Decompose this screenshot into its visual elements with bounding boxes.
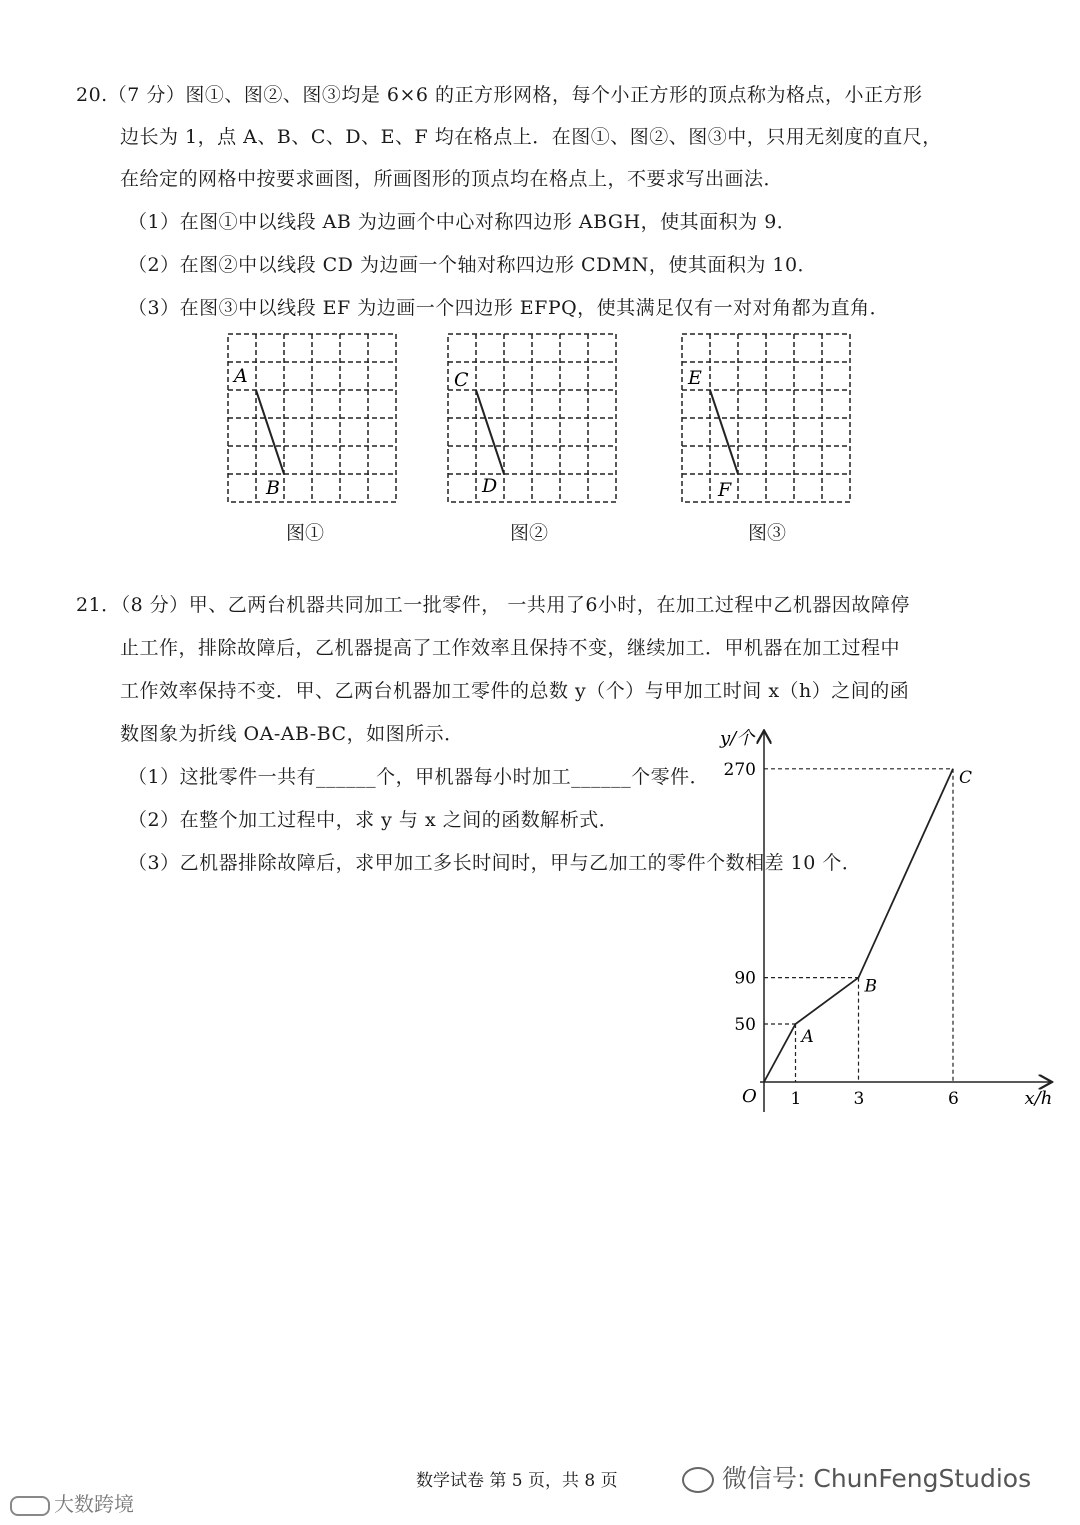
q20-line-2: 边长为 1，点 A、B、C、D、E、F 均在格点上．在图①、图②、图③中，只用无刻度的直尺， — [120, 126, 942, 148]
segment-cd — [476, 390, 504, 474]
x-tick-label-1: 3 — [853, 1089, 865, 1109]
point-e-label: E — [688, 367, 702, 389]
wechat-icon — [682, 1467, 714, 1493]
point-label-a: A — [801, 1027, 814, 1047]
q20-sub-1: （1）在图①中以线段 AB 为边画个中心对称四边形 ABGH，使其面积为 9． — [128, 211, 797, 233]
page-footer: 数学试卷 第 5 页，共 8 页 — [416, 1471, 618, 1491]
x-axis-label: x/h — [1024, 1088, 1053, 1109]
x-tick-label-2: 6 — [948, 1089, 959, 1109]
q20-line-1: 20.（7 分）图①、图②、图③均是 6×6 的正方形网格，每个小正方形的顶点称为格点，小正方形 — [76, 84, 923, 106]
origin-label: O — [742, 1086, 757, 1107]
q21-sub-1: （1）这批零件一共有______个，甲机器每小时加工______个零件． — [128, 766, 710, 788]
logo-text: 大数跨境 — [54, 1492, 134, 1516]
q21-line-3: 工作效率保持不变．甲、乙两台机器加工零件的总数 y（个）与甲加工时间 x（h）之间的函 — [120, 680, 910, 702]
q21-line-4: 数图象为折线 OA-AB-BC，如图所示． — [120, 723, 464, 745]
segment-ef — [710, 390, 738, 474]
q21-sub-3: （3）乙机器排除故障后，求甲加工多长时间时，甲与乙加工的零件个数相差 10 个． — [128, 852, 862, 874]
x-tick-label-0: 1 — [790, 1089, 802, 1109]
segment-ab — [256, 390, 284, 474]
point-f-label: F — [718, 479, 732, 501]
y-tick-label-0: 50 — [734, 1015, 756, 1035]
point-label-b: B — [864, 976, 877, 997]
q20-line-3: 在给定的网格中按要求画图，所画图形的顶点均在格点上，不要求写出画法． — [120, 168, 784, 190]
function-graph — [700, 728, 1053, 1120]
q21-sub-2: （2）在整个加工过程中，求 y 与 x 之间的函数解析式． — [128, 809, 619, 831]
y-tick-label-1: 90 — [734, 968, 756, 989]
q20-sub-3: （3）在图③中以线段 EF 为边画一个四边形 EFPQ，使其满足仅有一对对角都为直角． — [128, 297, 890, 319]
y-axis-label: y/个 — [720, 728, 755, 749]
logo-watermark — [10, 1488, 134, 1517]
y-tick-label-2: 270 — [723, 759, 756, 780]
figure-1-caption: 图① — [286, 522, 325, 544]
figure-3-caption: 图③ — [748, 522, 787, 544]
q20-sub-2: （2）在图②中以线段 CD 为边画一个轴对称四边形 CDMN，使其面积为 10． — [128, 254, 818, 276]
q21-line-2: 止工作，排除故障后，乙机器提高了工作效率且保持不变，继续加工．甲机器在加工过程中 — [120, 637, 901, 659]
point-a-label: A — [234, 365, 248, 387]
grid-figure-3 — [676, 328, 856, 508]
grid-figure-2 — [442, 328, 622, 508]
figure-2-caption: 图② — [510, 522, 549, 544]
point-d-label: D — [482, 475, 498, 497]
q21-line-1: 21．（8 分）甲、乙两台机器共同加工一批零件， 一共用了6小时，在加工过程中乙机器因故障停 — [76, 594, 910, 616]
point-label-c: C — [959, 767, 973, 788]
wechat-watermark — [682, 1459, 1031, 1495]
grid-figure-1 — [222, 328, 402, 508]
wechat-id: 微信号: ChunFengStudios — [722, 1464, 1032, 1493]
point-b-label: B — [266, 477, 280, 499]
logo-icon — [10, 1496, 50, 1516]
point-c-label: C — [454, 369, 469, 391]
